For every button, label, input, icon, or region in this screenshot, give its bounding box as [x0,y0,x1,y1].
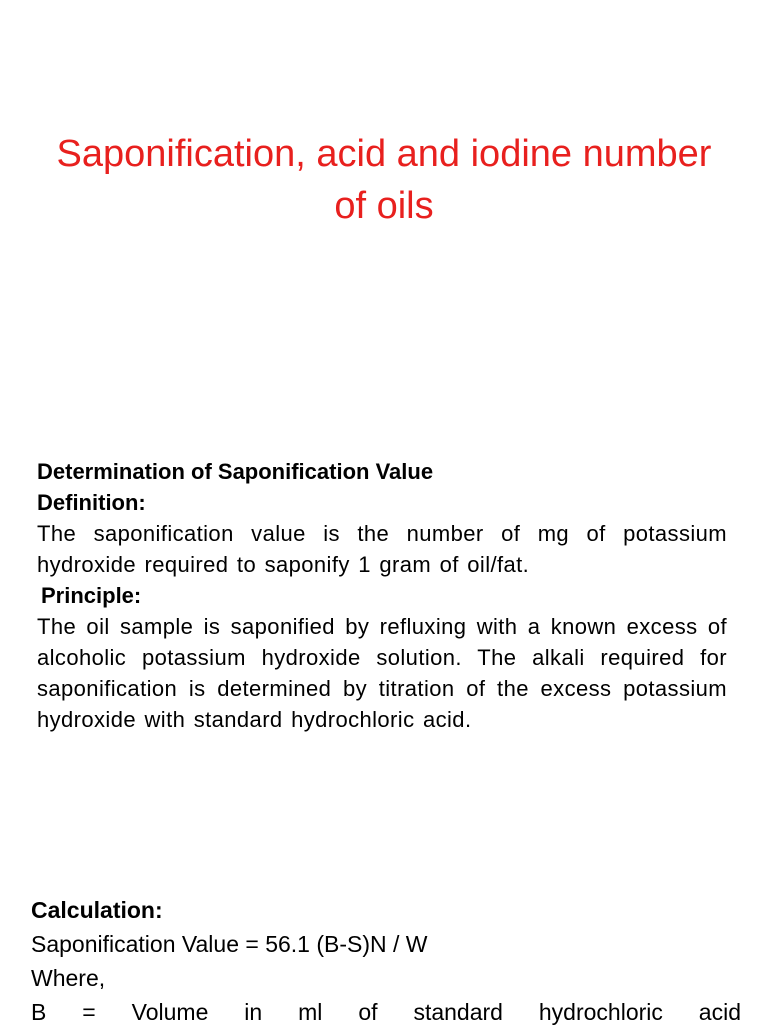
principle-heading: Principle: [41,583,142,608]
slide-title [0,128,768,232]
definition-heading: Definition: [37,490,146,515]
calculation-section [31,893,741,1029]
definition-text: The saponification value is the number of mg of potassium hydroxide required to saponify 1 gram of oil/fat. [37,521,727,577]
saponification-heading: Determination of Saponification Value [37,459,434,484]
principle-text: The oil sample is saponified by refluxing with a known excess of alcoholic potassium hydroxide solution. The alkali required for saponification is determined by titration of the excess potassium hydroxide with standard hydrochloric acid. [37,614,727,732]
slide-title-line-1: Saponification, acid and iodine number [56,133,712,175]
where-label: Where, [31,965,106,991]
slide-title-line-2: of oils [334,185,434,227]
saponification-section [37,456,727,735]
calculation-heading: Calculation: [31,897,163,923]
saponification-formula: Saponification Value = 56.1 (B-S)N / W [31,931,428,957]
b-definition: B = Volume in ml of standard hydrochloric acid [31,999,741,1025]
